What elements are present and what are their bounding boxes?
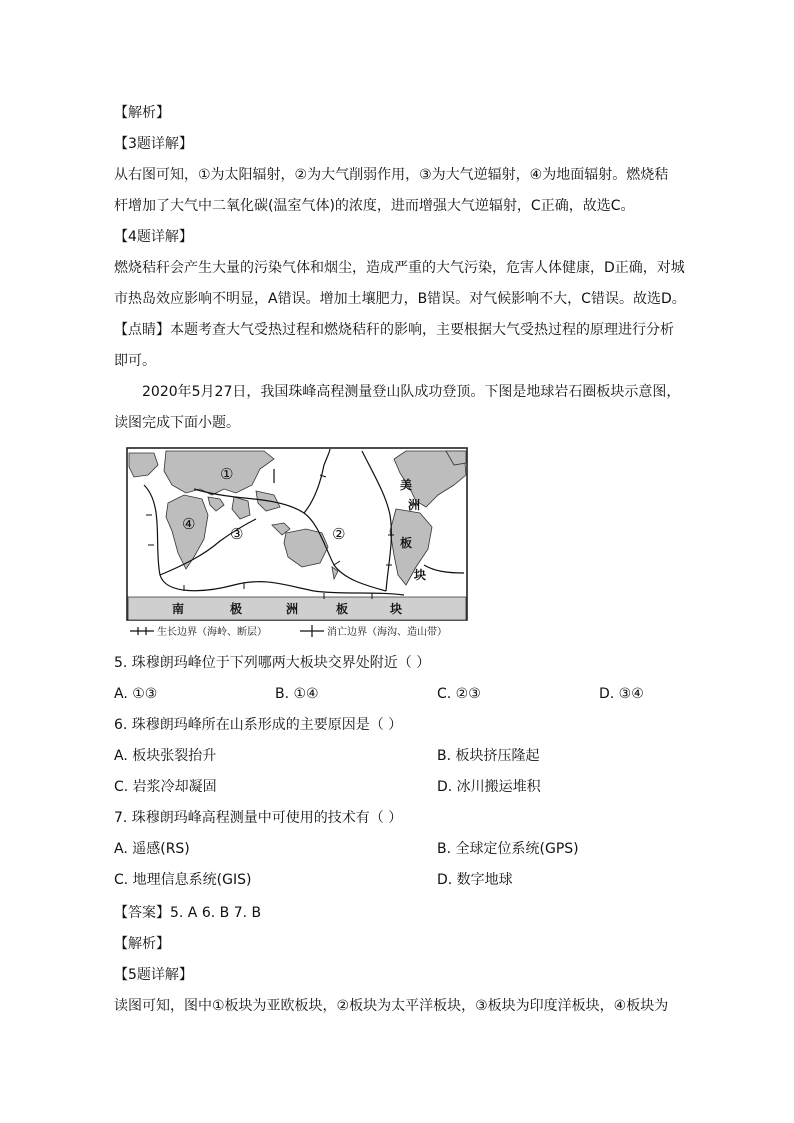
america-plate-label: 洲 <box>408 498 421 512</box>
q7-option-d: D. 数字地球 <box>437 872 513 888</box>
plate-label: ③ <box>230 525 244 543</box>
q5-option-a: A. ①③ <box>114 686 158 702</box>
key-point-text: 即可。 <box>114 353 156 369</box>
antarctic-plate-label: 洲 <box>286 602 299 616</box>
q6-option-a: A. 板块张裂抬升 <box>114 748 217 764</box>
q6-option-b: B. 板块挤压隆起 <box>437 748 540 764</box>
q3-text-line: 杆增加了大气中二氧化碳(温室气体)的浓度，进而增强大气逆辐射，C正确，故选C。 <box>114 198 635 214</box>
antarctic-plate-label: 块 <box>390 602 403 616</box>
legend-subduction-boundary: 消亡边界（海沟、造山带） <box>327 627 447 638</box>
q5-detail-heading: 【5题详解】 <box>114 967 193 983</box>
analysis-heading: 【解析】 <box>114 105 170 121</box>
america-plate-label: 美 <box>400 478 413 492</box>
q5-text-line: 读图可知，图中①板块为亚欧板块，②板块为太平洋板块，③板块为印度洋板块，④板块为 <box>114 998 669 1014</box>
q3-text-line: 从右图可知，①为太阳辐射，②为大气削弱作用，③为大气逆辐射，④为地面辐射。燃烧秸 <box>114 167 669 183</box>
america-plate-label: 板 <box>400 536 413 550</box>
answer-line: 【答案】5. A 6. B 7. B <box>114 905 262 921</box>
q3-detail-heading: 【3题详解】 <box>114 136 193 152</box>
q4-text-line: 燃烧秸秆会产生大量的污染气体和烟尘，造成严重的大气污染，危害人体健康，D正确，对城 <box>114 260 685 276</box>
legend-growth-boundary: 生长边界（海岭、断层） <box>157 627 267 638</box>
plate-label: ④ <box>182 515 196 533</box>
question-5-stem: 5. 珠穆朗玛峰位于下列哪两大板块交界处附近（ ） <box>114 655 431 671</box>
q5-option-c: C. ②③ <box>437 686 481 702</box>
q7-option-c: C. 地理信息系统(GIS) <box>114 872 252 888</box>
q5-option-b: B. ①④ <box>275 686 319 702</box>
antarctic-plate-label: 极 <box>230 602 243 616</box>
analysis-heading: 【解析】 <box>114 936 170 952</box>
plate-label: ① <box>220 465 234 483</box>
q5-option-d: D. ③④ <box>599 686 644 702</box>
q6-option-d: D. 冰川搬运堆积 <box>437 779 541 795</box>
key-point-text: 【点睛】本题考查大气受热过程和燃烧秸秆的影响，主要根据大气受热过程的原理进行分析 <box>114 322 674 338</box>
plate-label: ② <box>332 525 346 543</box>
antarctic-plate-label: 南 <box>172 602 185 616</box>
plate-map <box>124 445 470 640</box>
question-intro: 2020年5月27日，我国珠峰高程测量登山队成功登顶。下图是地球岩石圈板块示意图， <box>142 384 681 400</box>
q6-option-c: C. 岩浆冷却凝固 <box>114 779 217 795</box>
antarctic-plate-label: 板 <box>336 602 349 616</box>
q7-option-a: A. 遥感(RS) <box>114 841 190 857</box>
q7-option-b: B. 全球定位系统(GPS) <box>437 841 579 857</box>
question-7-stem: 7. 珠穆朗玛峰高程测量中可使用的技术有（ ） <box>114 810 403 826</box>
america-plate-label: 块 <box>414 568 427 582</box>
q4-text-line: 市热岛效应影响不明显，A错误。增加土壤肥力，B错误。对气候影响不大，C错误。故选D。 <box>114 291 686 307</box>
question-intro: 读图完成下面小题。 <box>114 415 240 431</box>
question-6-stem: 6. 珠穆朗玛峰所在山系形成的主要原因是（ ） <box>114 717 403 733</box>
q4-detail-heading: 【4题详解】 <box>114 229 193 245</box>
